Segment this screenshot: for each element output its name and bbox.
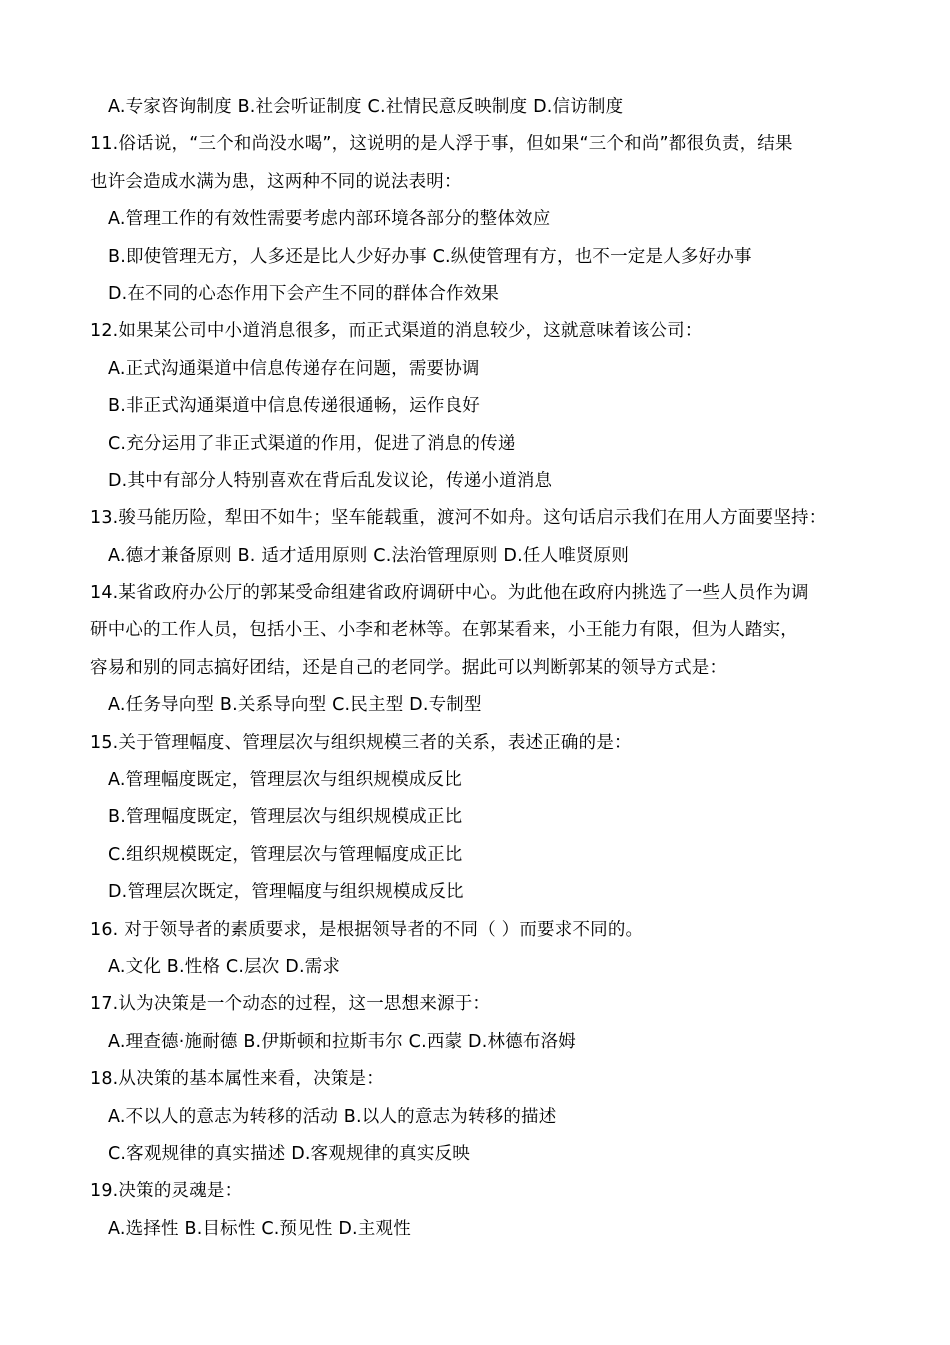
option-line: B.即使管理无方，人多还是比人少好办事 C.纵使管理有方，也不一定是人多好办事 [108,246,752,267]
option-line: C.组织规模既定，管理层次与管理幅度成正比 [108,844,463,865]
question-line: 研中心的工作人员，包括小王、小李和老林等。在郭某看来，小王能力有限，但为人踏实， [90,620,798,641]
option-line: C.充分运用了非正式渠道的作用，促进了消息的传递 [108,433,516,454]
question-line: 16. 对于领导者的素质要求，是根据领导者的不同（ ）而要求不同的。 [90,919,644,940]
option-line: C.客观规律的真实描述 D.客观规律的真实反映 [108,1143,470,1164]
question-line: 也许会造成水满为患，这两种不同的说法表明： [90,171,462,192]
option-line: A.文化 B.性格 C.层次 D.需求 [108,956,341,977]
option-line: A.不以人的意志为转移的活动 B.以人的意志为转移的描述 [108,1106,557,1127]
question-list [90,89,870,1248]
question-line: 18.从决策的基本属性来看，决策是： [90,1069,384,1090]
question-line: 13.骏马能历险，犁田不如牛；坚车能载重，渡河不如舟。这句话启示我们在用人方面要坚持： [90,508,827,529]
option-line: A.理查德·施耐德 B.伊斯顿和拉斯韦尔 C.西蒙 D.林德布洛姆 [108,1031,576,1052]
option-line: A.管理幅度既定，管理层次与组织规模成反比 [108,770,462,791]
question-line: 容易和别的同志搞好团结，还是自己的老同学。据此可以判断郭某的领导方式是： [90,657,728,678]
option-line: D.在不同的心态作用下会产生不同的群体合作效果 [108,283,500,304]
option-line: A.德才兼备原则 B. 适才适用原则 C.法治管理原则 D.任人唯贤原则 [108,545,630,566]
question-line: 14.某省政府办公厅的郭某受命组建省政府调研中心。为此他在政府内挑选了一些人员作为调 [90,583,809,604]
option-line: A.正式沟通渠道中信息传递存在问题，需要协调 [108,358,480,379]
question-line: 17.认为决策是一个动态的过程，这一思想来源于： [90,994,491,1015]
question-line: 12.如果某公司中小道消息很多，而正式渠道的消息较少，这就意味着该公司： [90,321,703,342]
option-line: D.管理层次既定，管理幅度与组织规模成反比 [108,882,464,903]
question-line: 19.决策的灵魂是： [90,1181,243,1202]
question-line: 11.俗话说，“三个和尚没水喝”，这说明的是人浮于事，但如果“三个和尚”都很负责，结果 [90,134,793,155]
option-line: D.其中有部分人特别喜欢在背后乱发议论，传递小道消息 [108,470,553,491]
question-line: 15.关于管理幅度、管理层次与组织规模三者的关系，表述正确的是： [90,732,632,753]
option-line: A.管理工作的有效性需要考虑内部环境各部分的整体效应 [108,209,551,230]
option-line: A.选择性 B.目标性 C.预见性 D.主观性 [108,1218,411,1239]
option-line: A.任务导向型 B.关系导向型 C.民主型 D.专制型 [108,695,482,716]
option-line: A.专家咨询制度 B.社会听证制度 C.社情民意反映制度 D.信访制度 [108,97,624,117]
option-line: B.管理幅度既定，管理层次与组织规模成正比 [108,807,463,828]
option-line: B.非正式沟通渠道中信息传递很通畅，运作良好 [108,396,480,417]
